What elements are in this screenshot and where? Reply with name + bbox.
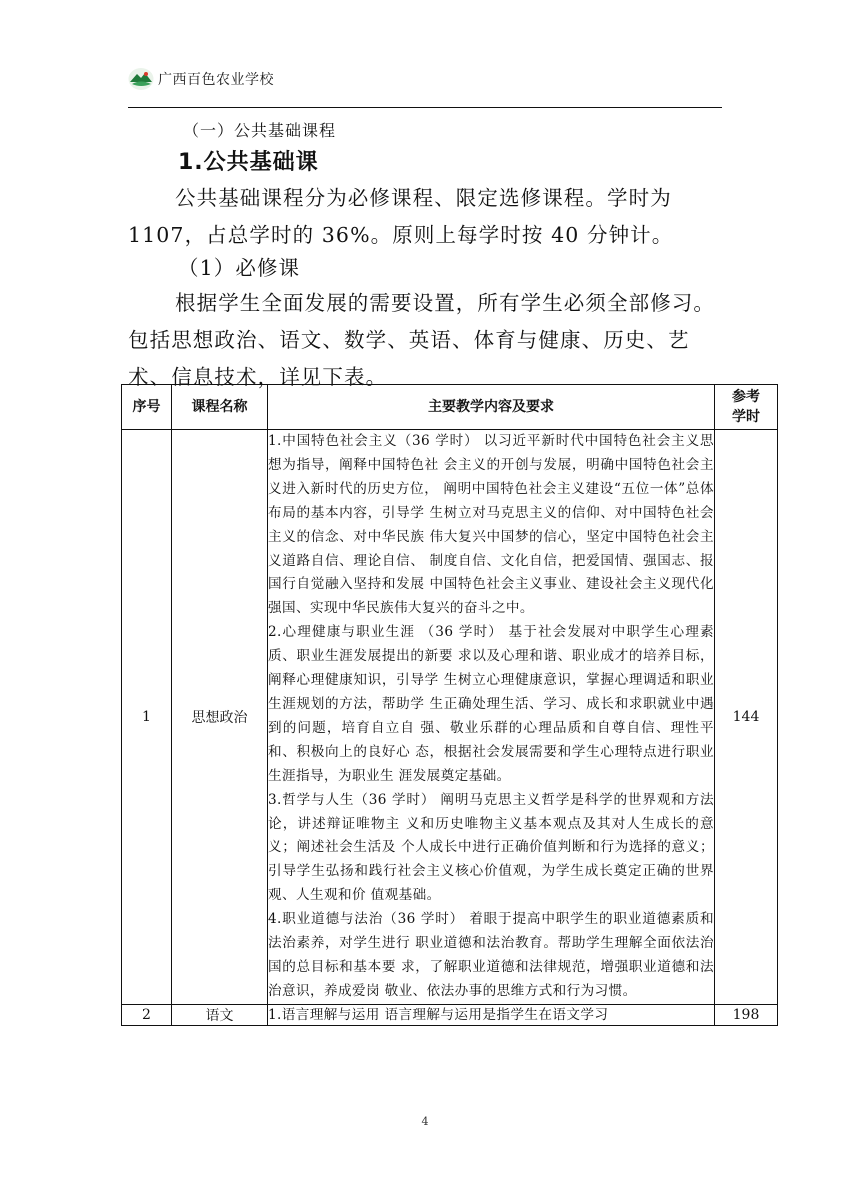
intro-text: 公共基础课程分为必修课程、限定选修课程。学时为1107，占总学时的 36%。原则上每学时按 40 分钟计。 [128, 186, 674, 247]
row-course-name: 思想政治 [172, 430, 268, 1005]
school-name: 广西百色农业学校 [158, 72, 274, 88]
row-no: 1 [122, 430, 172, 1005]
row-no: 2 [122, 1004, 172, 1025]
table-header-row [122, 385, 778, 430]
row-hours: 144 [715, 430, 778, 1005]
table-row [122, 1004, 778, 1025]
content-item: 1.语言理解与运用 语言理解与运用是指学生在语文学习 [268, 1006, 609, 1023]
page-header [128, 60, 274, 98]
row-hours: 198 [715, 1004, 778, 1025]
content-item: 2.心理健康与职业生涯 （36 学时） 基于社会发展对中职学生心理素质、职业生涯发展提出的新要 求以及心理和谐、职业成才的培养目标，阐释心理健康知识，引导学 生树立心理健康意识，掌握心理调适和职业生涯规划的方法，帮助学 生正确处理生活、学习、成长和求职就业中遇到的问题，培育自立自 强、敬业乐群的心理品质和自尊自信、理性平和、积极向上的良好心 态，根据社会发展需要和学生心理特点进行职业生涯指导，为职业生 涯发展奠定基础。 [268, 624, 714, 784]
row-content [268, 430, 715, 1005]
required-heading: （1）必修课 [178, 256, 301, 280]
content-item: 1.中国特色社会主义（36 学时） 以习近平新时代中国特色社会主义思想为指导，阐释中国特色社 会主义的开创与发展，明确中国特色社会主义进入新时代的历史方位， 阐明中国特色社会主义建设“五位一体”总体布局的基本内容，引导学 生树立对马克思主义的信仰、对中国特色社会主义的信念、对中华民族 伟大复兴中国梦的信心，坚定中国特色社会主义道路自信、理论自信、 制度自信、文化自信，把爱国情、强国志、报国行自觉融入坚持和发展 中国特色社会主义事业、建设社会主义现代化强国、实现中华民族伟大复兴的奋斗之中。 [268, 433, 714, 617]
required-description [128, 285, 728, 396]
row-course-name: 语文 [172, 1004, 268, 1025]
subsection-title: 1.公共基础课 [178, 150, 319, 175]
section-title: （一）公共基础课程 [183, 121, 337, 140]
required-description-text: 根据学生全面发展的需要设置，所有学生必须全部修习。包括思想政治、语文、数学、英语、体育与健康、历史、艺术、信息技术，详见下表。 [128, 291, 715, 389]
school-logo-icon [128, 66, 154, 92]
page-number: 4 [421, 1115, 429, 1128]
header-name: 课程名称 [172, 385, 268, 430]
header-no: 序号 [122, 385, 172, 430]
header-divider [128, 107, 722, 108]
table-row [122, 430, 778, 1005]
header-hours: 参考 学时 [715, 385, 778, 430]
content-item: 4.职业道德与法治（36 学时） 着眼于提高中职学生的职业道德素质和法治素养，对学生进行 职业道德和法治教育。帮助学生理解全面依法治国的总目标和基本要 求，了解职业道德和法律规范，增强职业道德和法治意识，养成爱岗 敬业、依法办事的思维方式和行为习惯。 [268, 911, 714, 999]
required-courses-table [121, 384, 778, 1026]
content-item: 3.哲学与人生（36 学时） 阐明马克思主义哲学是科学的世界观和方法论，讲述辩证唯物主 义和历史唯物主义基本观点及其对人生成长的意义；阐述社会生活及 个人成长中进行正确价值判断和行为选择的意义；引导学生弘扬和践行社会主义核心价值观，为学生成长奠定正确的世界观、人生观和价 值观基础。 [268, 791, 714, 904]
intro-paragraph [128, 180, 728, 254]
header-content: 主要教学内容及要求 [268, 385, 715, 430]
row-content [268, 1004, 715, 1025]
